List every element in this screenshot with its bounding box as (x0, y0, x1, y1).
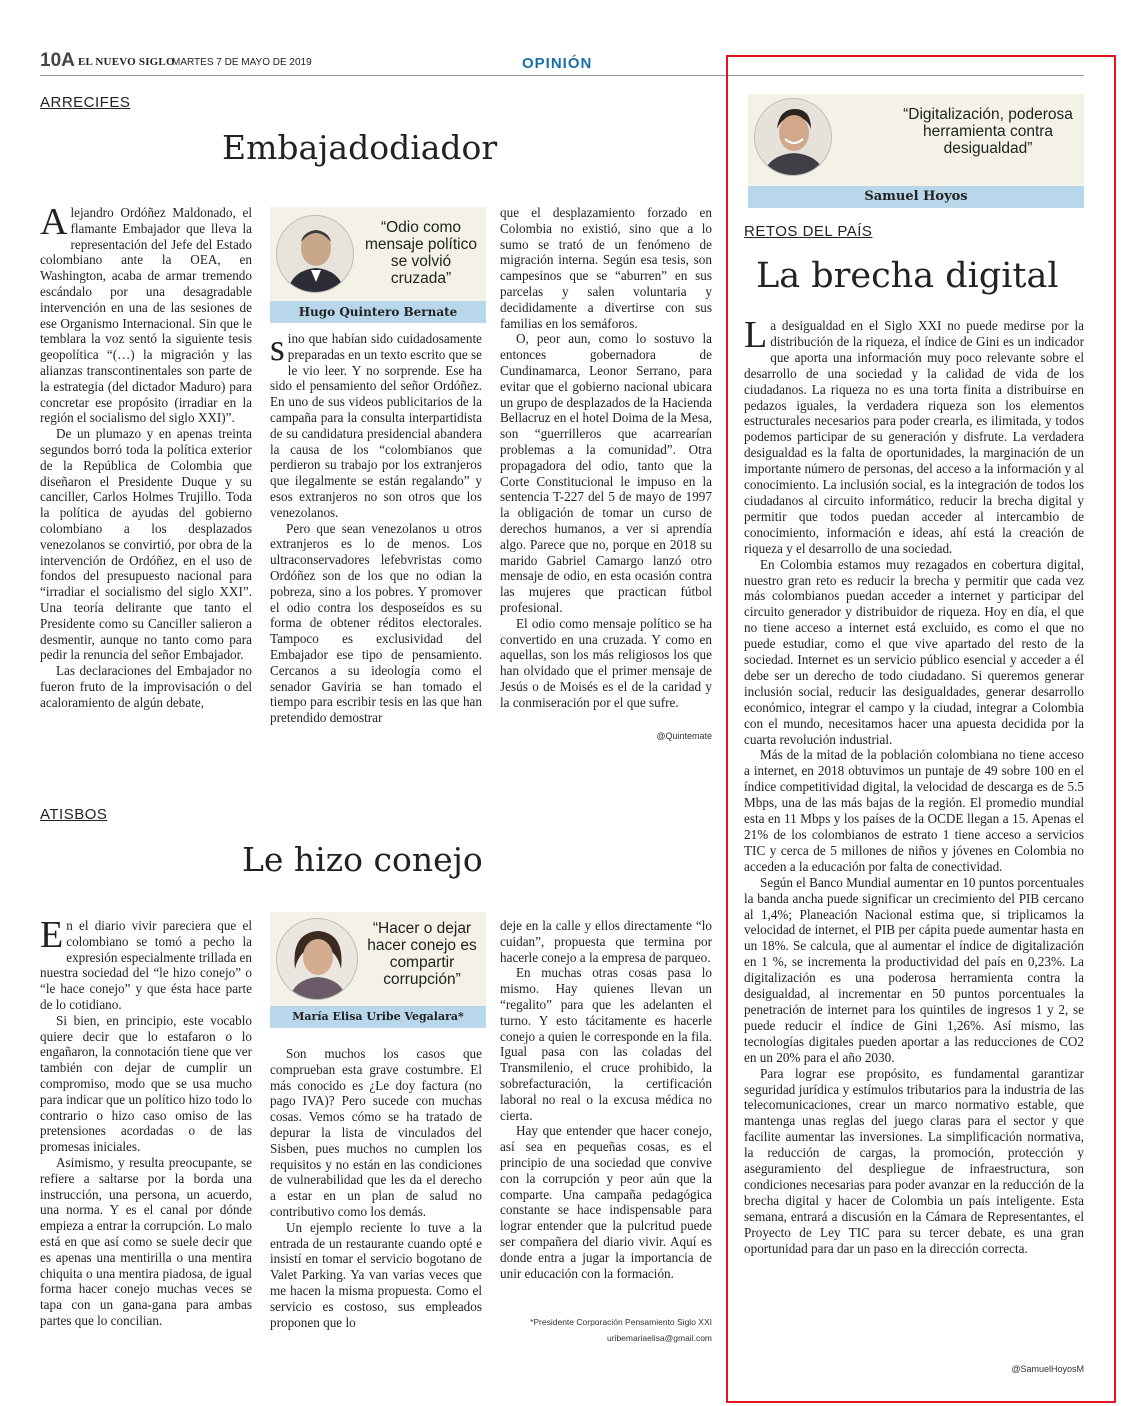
article1-author: Hugo Quintero Bernate (270, 301, 486, 323)
newspaper-name: EL NUEVO SIGLO (78, 56, 175, 68)
paragraph: Hay que entender que hacer conejo, así sea en pequeñas cosas, es el principio de una sociedad que convive con la corrupción y peor aún que la comparte. Una campaña pedagógica constante se hace indispensable para lograr entender que la pulcritud puede ser compañera del diario vivir. Aquí es donde entra a jugar la importancia de unir educación con la formación. (500, 1123, 712, 1281)
paragraph: sino que habían sido cuidadosamente preparadas en un texto escrito que se le vio leer. Y no sorprende. Ese ha sido el pensamiento del señor Ordóñez. En uno de sus videos publicitarios de la campaña para la consulta interpartidista de su candidatura presidencial abandera la causa de los “colombianos que perdieron su trabajo por los extranjeros que ilegalmente se están regalando” y esos extranjeros no son otros que los venezolanos. (270, 331, 482, 520)
article3-handle: @SamuelHoyosM (1011, 1364, 1084, 1374)
article2-column-1 (40, 918, 252, 1348)
article1-kicker: ARRECIFES (40, 94, 131, 111)
article2-author: María Elisa Uribe Vegalara* (270, 1006, 486, 1028)
paragraph: Según el Banco Mundial aumentar en 10 puntos porcentuales la banda ancha puede significar un crecimiento del PIB cercano al 1,4%; Planeación Nacional estima que, si triplicamos la velocidad de internet, el PIB per cápita puede aumentar hasta en un 18%. Se calcula, que al aumentar el índice de digitalización en 1 %, se incrementa la productividad del país en 0,23%. La digitalización es una poderosa herramienta contra la desigualdad, al incrementar en 50 puntos porcentuales la penetración de internet para los quintiles de ingresos 1 y 2, se puede reducir el índice de Gini 1,26%. Así mismo, las tecnologías digitales pueden aportar a las reducciones de CO2 en un 20% para el año 2030. (744, 874, 1084, 1065)
paragraph: Más de la mitad de la población colombiana no tiene acceso a internet, en 2018 obtuvimos un puntaje de 49 sobre 100 en el índice competitividad digital, la velocidad de descarga es de 5.5 Mbps, una de las más bajas de la región. El promedio mundial esta en 11 Mbps y los países de la OCDE llegan a 15. Apenas el 21% de los colombianos de estrato 1 tiene acceso a servicios TIC y cerca de 5 millones de niños y jóvenes en Colombia no acceden a la educación por falta de conectividad. (744, 747, 1084, 874)
article2-footnote: *Presidente Corporación Pensamiento Siglo XXI (530, 1317, 712, 1327)
article3-quote-box (748, 94, 1084, 208)
article2-pull-quote: “Hacer o dejar hacer conejo es compartir corrupción” (367, 920, 477, 988)
paragraph: En Colombia estamos muy rezagados en cobertura digital, nuestro gran reto es reducir la brecha y permitir que cada vez más colombianos puedan acceder a internet y participar del circuito generador y distribuidor de riqueza. Hoy en día, el que no tiene acceso a internet está excluido, es como el que no puede estudiar, como el que vive apartado del resto de la sociedad. Internet es un servicio público esencial y acceder a él debe ser un derecho de todo ciudadano. Si queremos generar inclusión social, reducir las desigualdades, generar desarrollo económico, integrar el campo y la ciudad, integrar a Colombia con el mundo, necesitamos hacer una apuesta decidida por la cuarta revolución industrial. (744, 556, 1084, 747)
article2-email: uribemariaelisa@gmail.com (607, 1333, 712, 1343)
paragraph: En muchas otras cosas pasa lo mismo. Hay quienes llevan un “regalito” para que les adelanten el turno. Y esto tácitamente es hacerle conejo a quien le corresponde en la fila. Igual pasa con las coladas del Transmilenio, el cruce prohibido, la sobrefacturación, la certificación laboral no real o la excusa médica no cierta. (500, 965, 712, 1123)
issue-date: MARTES 7 DE MAYO DE 2019 (172, 57, 312, 68)
article1-column-1 (40, 205, 252, 745)
paragraph: Asimismo, y resulta preocupante, se refiere a saltarse por la borda una instrucción, una persona, un acuerdo, una norma. Y es el canal por dónde empieza a entrar la corrupción. Lo malo está en que así como se suele decir que es apenas una mentirilla o una mentira chiquita o una mentira piadosa, de igual forma hacer conejo muchas veces se tapa con un gana-gana para ambas partes que lo concilian. (40, 1154, 252, 1328)
author-avatar (754, 98, 832, 176)
article3-headline: La brecha digital (756, 256, 1059, 296)
page-number: 10A (40, 50, 75, 71)
article3-body (744, 318, 1084, 1332)
article2-column-3 (500, 918, 712, 1314)
paragraph: La desigualdad en el Siglo XXI no puede medirse por la distribución de la riqueza, el índice de Gini es un indicador que aporta una información muy poco relevante sobre el desarrollo de una sociedad y la calidad de vida de los ciudadanos. La riqueza no es una torta finita a distribuirse en pedazos iguales, la verdadera riqueza son los elementos estructurales necesarios para poder crearla, es ilimitada, y todos podemos participar de su generación y disfrute. La verdadera desigualdad es la falta de oportunidades, la marginación de un importante número de personas, del acceso a la información y al conocimiento. La inclusión social, es la integración de todos los ciudadanos al circuito informático, reducir la brecha digital y permitir que todos puedan acceder al intercambio de conocimiento, información e ideas, ahí está la creación de riqueza y el desarrollo de una sociedad. (744, 318, 1084, 556)
author-avatar (276, 918, 358, 1000)
paragraph: Un ejemplo reciente lo tuve a la entrada de un restaurante cuando opté e insistí en tomar el servicio bogotano de Valet Parking. Ya van varias veces que me hacen la misma propuesta. Como el servicio es costoso, sus empleados proponen que lo (270, 1219, 482, 1330)
article2-headline: Le hizo conejo (242, 840, 483, 879)
article2-quote-box (270, 912, 486, 1028)
article3-pull-quote: “Digitalización, poderosa herramienta contra desigualdad” (903, 106, 1073, 157)
author-photo-icon (755, 99, 832, 176)
author-photo-icon (277, 919, 358, 1000)
article1-quote-box (270, 207, 486, 323)
paragraph: Las declaraciones del Embajador no fueron fruto de la improvisación o del acaloramiento de algún debate, (40, 663, 252, 710)
author-photo-icon (277, 216, 354, 293)
section-title: OPINIÓN (522, 55, 593, 72)
article2-column-2 (270, 1046, 482, 1348)
paragraph: Son muchos los casos que comprueban esta grave costumbre. El más conocido es ¿Le doy factura (no pago IVA)? Pero sucede con muchas cosas. Vemos cómo se ha tratado de depurar la lista de vinculados del Sisben, pues muchos no cumplen los requisitos y no están en las condiciones de vulnerabilidad que les da el derecho a estar en un plan de salud no contributivo como los demás. (270, 1046, 482, 1219)
paragraph: deje en la calle y ellos directamente “lo cuidan”, propuesta que termina por hacerle conejo a la empresa de parqueo. (500, 918, 712, 965)
paragraph: Pero que sean venezolanos u otros extranjeros es lo de menos. Los ultraconservadores lefebvristas como Ordóñez son de los que no odian la pobreza, sino a los pobres. Y promover el odio contra los desposeídos es su forma de obtener réditos electorales. Tampoco es exclusividad del Embajador ese tipo de pensamiento. Cercanos a su ideología como el senador Gaviria se han tomado el tiempo para escribir tesis en las que han pretendido demostrar (270, 520, 482, 726)
paragraph: De un plumazo y en apenas treinta segundos borró toda la política exterior de la República de Colombia que diseñaron el Presidente Duque y su canciller, Carlos Holmes Trujillo. Toda la política de ayudas del gobierno colombiano a los desplazados venezolanos se convirtió, por obra de la intervención de Ordóñez, en el uso de fondos del presupuesto nacional para “irradiar el socialismo del siglo XXI”. Una teoría delirante que tanto el Presidente como su Canciller salieron a desmentir, aunque no tanto como para pedir la renuncia del señor Embajador. (40, 426, 252, 663)
paragraph: Para lograr ese propósito, es fundamental garantizar seguridad jurídica y estímulos tributarios para la industria de las telecomunicaciones, crear un marco normativo estable, que mantenga unas reglas del juego claras para el sector y que facilite aumentar las inversiones. La simplificación normativa, la reducción de cargas, la promoción, protección y aseguramiento del despliegue de infraestructura, son condiciones necesarias para poder avanzar en la reducción de la brecha digital y hacer de Colombia un país inteligente. Esta semana, entrará a discusión en la Cámara de Representantes, el Proyecto de Ley TIC para su tercer debate, es una gran oportunidad para dar un paso en la dirección correcta. (744, 1065, 1084, 1256)
author-avatar (276, 215, 354, 293)
paragraph: En el diario vivir pareciera que el colombiano se tomó a pecho la expresión especialmente trillada en nuestra sociedad del “le hizo conejo” o “le hace conejo” y que ésta hace parte de lo cotidiano. (40, 918, 252, 1012)
article1-pull-quote: “Odio como mensaje político se volvió cruzada” (364, 219, 477, 287)
article1-handle: @Quintemate (656, 731, 712, 741)
paragraph: Si bien, en principio, este vocablo quiere decir que lo estafaron o lo engañaron, la connotación tiene que ver también con dejar de cumplir un compromiso, modo que se usa mucho para indicar que un político hizo todo lo contrario o hizo caso omiso de las pretensiones acordadas o de las promesas iniciales. (40, 1012, 252, 1155)
paragraph: que el desplazamiento forzado en Colombia no existió, sino que a lo sumo se trató de un fenómeno de migración interna. Según esa tesis, son campesinos que se “aburren” en sus parcelas y salen voluntaria y decididamente a divertirse con sus familias en los semáforos. (500, 205, 712, 331)
article1-column-2 (270, 331, 482, 745)
paragraph: El odio como mensaje político se ha convertido en una cruzada. Y como en aquellas, son los más religiosos los que han olvidado que el primer mensaje de Jesús o de Moisés es el de la caridad y la conmiseración por el que sufre. (500, 615, 712, 710)
paragraph: O, peor aun, como lo sostuvo la entonces gobernadora de Cundinamarca, Leonor Serrano, para evitar que el gobierno nacional ubicara un grupo de desplazados de la Hacienda Bellacruz en el hotel Doima de la Mesa, son “guerrilleros que acarrearían problemas a la comunidad”. Otra propagadora del odio, tanto que la Corte Constitucional le impuso en la sentencia T-227 del 5 de mayo de 1997 la obligación de tomar un curso de derechos humanos, a ver si aprendía algo. Parece que no, porque en 2018 su marido Gabriel Camargo lanzó otro mensaje de odio, en esta ocasión contra las mujeres que practican fútbol profesional. (500, 331, 712, 615)
article2-kicker: ATISBOS (40, 806, 108, 823)
article1-headline: Embajadodiador (222, 128, 498, 167)
article3-author: Samuel Hoyos (748, 186, 1084, 208)
article3-kicker: RETOS DEL PAÍS (744, 223, 873, 240)
article1-column-3 (500, 205, 712, 727)
paragraph: Alejandro Ordóñez Maldonado, el flamante Embajador que lleva la representación del Jefe del Estado colombiano ante la OEA, en Washington, acaba de armar tremendo escándalo por una desagradable intervención en una de las sesiones de ese Organismo Internacional. Sin que le temblara la voz sentó la siguiente tesis geopolítica “(…) la migración y las alianzas transcontinentales son parte de la estrategia (del dictador Maduro) para concretar ese propósito (irradiar en la región el socialismo del siglo XXI)”. (40, 205, 252, 426)
